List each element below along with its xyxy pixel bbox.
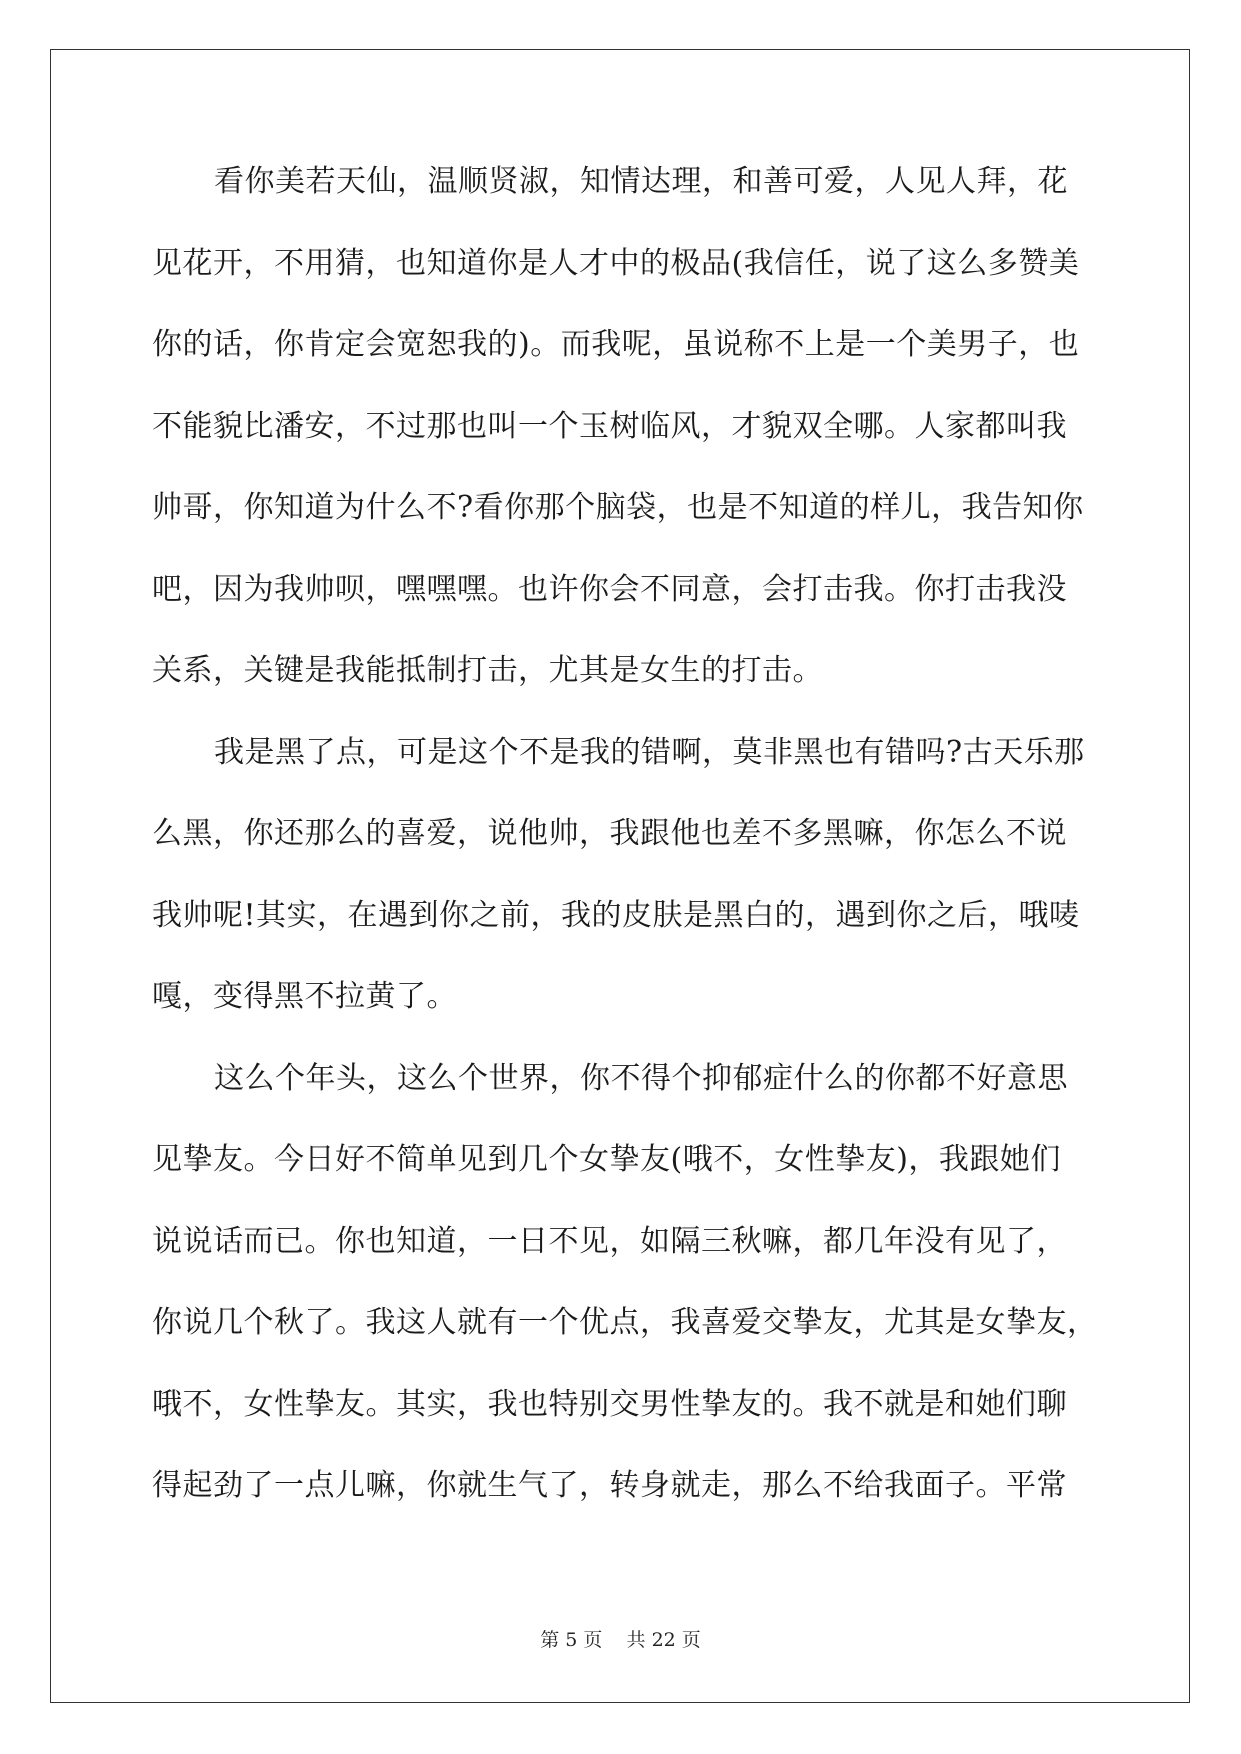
text-line: 帅哥，你知道为什么不?看你那个脑袋，也是不知道的样儿，我告知你 — [152, 490, 1084, 525]
text-line: 看你美若天仙，温顺贤淑，知情达理，和善可爱，人见人拜，花 — [214, 164, 1068, 199]
text-line: 吧，因为我帅呗，嘿嘿嘿。也许你会不同意，会打击我。你打击我没 — [152, 571, 1067, 607]
text-line: 见挚友。今日好不简单见到几个女挚友(哦不，女性挚友)，我跟她们 — [152, 1142, 1061, 1177]
page-total: 共 22 页 — [626, 1629, 701, 1651]
text-line: 嘎，变得黑不拉黄了。 — [152, 979, 457, 1014]
page-number: 第 5 页 — [540, 1629, 603, 1651]
document-body — [152, 162, 1098, 1548]
text-line: 么黑，你还那么的喜爱，说他帅，我跟他也差不多黑嘛，你怎么不说 — [152, 816, 1067, 851]
text-line: 得起劲了一点儿嘛，你就生气了，转身就走，那么不给我面子。平常 — [152, 1468, 1067, 1503]
text-line: 哦不，女性挚友。其实，我也特别交男性挚友的。我不就是和她们聊 — [152, 1386, 1067, 1422]
text-line: 你的话，你肯定会宽恕我的)。而我呢，虽说称不上是一个美男子，也 — [152, 327, 1080, 362]
text-line: 不能貌比潘安，不过那也叫一个玉树临风，才貌双全哪。人家都叫我 — [152, 408, 1067, 444]
text-line: 这么个年头，这么个世界，你不得个抑郁症什么的你都不好意思 — [214, 1060, 1068, 1096]
text-line: 我帅呢!其实，在遇到你之前，我的皮肤是黑白的，遇到你之后，哦唛 — [152, 897, 1080, 933]
text-line: 见花开，不用猜，也知道你是人才中的极品(我信任，说了这么多赞美 — [152, 245, 1080, 281]
text-line: 我是黑了点，可是这个不是我的错啊，莫非黑也有错吗?古天乐那 — [214, 734, 1085, 770]
page-footer — [0, 1627, 1241, 1653]
text-line: 说说话而已。你也知道，一日不见，如隔三秋嘛，都几年没有见了， — [152, 1223, 1067, 1259]
text-line: 关系，关键是我能抵制打击，尤其是女生的打击。 — [152, 653, 823, 688]
text-line: 你说几个秋了。我这人就有一个优点，我喜爱交挚友，尤其是女挚友， — [152, 1305, 1098, 1340]
